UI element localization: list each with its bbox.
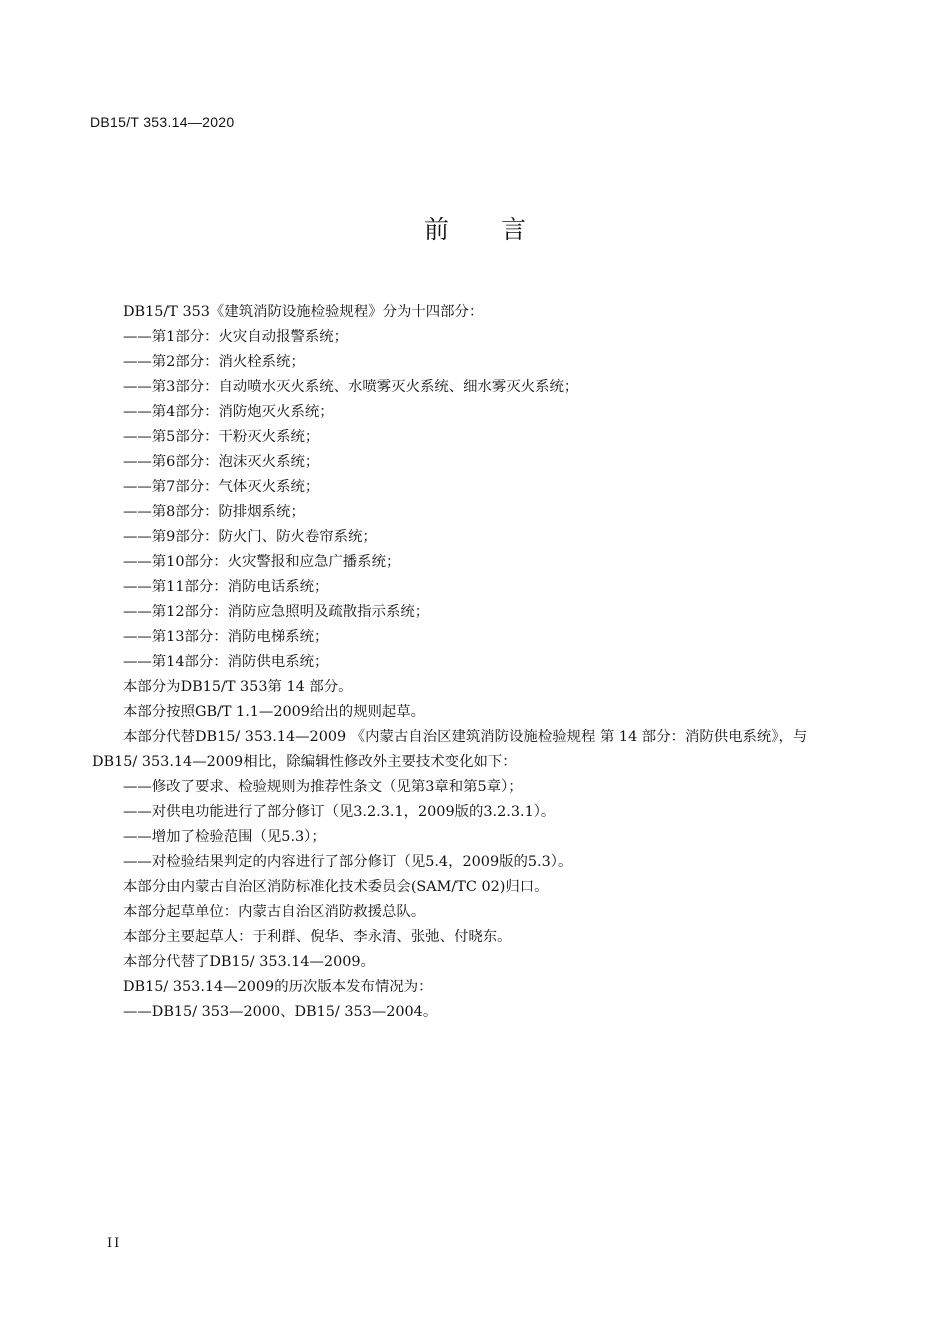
list-item-part-4: ——第4部分：消防炮灭火系统； [123, 404, 334, 420]
paragraph-intro: DB15/T 353《建筑消防设施检验规程》分为十四部分： [123, 304, 484, 320]
list-item-part-9: ——第9部分：防火门、防火卷帘系统； [123, 529, 377, 545]
list-item-part-5: ——第5部分：干粉灭火系统； [123, 429, 320, 445]
paragraph-supersedes: 本部分代替了DB15/ 353.14—2009。 [123, 954, 375, 970]
list-item-part-6: ——第6部分：泡沫灭火系统； [123, 454, 320, 470]
list-item-part-7: ——第7部分：气体灭火系统； [123, 479, 320, 495]
paragraph-part-statement: 本部分为DB15/T 353第 14 部分。 [123, 679, 353, 695]
list-item-part-8: ——第8部分：防排烟系统； [123, 504, 305, 520]
list-item-change-1: ——修改了要求、检验规则为推荐性条文（见第3章和第5章）； [123, 779, 523, 795]
foreword-body [92, 300, 844, 1025]
list-item-change-3: ——增加了检验范围（见5.3）； [123, 829, 326, 845]
list-item-change-4: ——对检验结果判定的内容进行了部分修订（见5.4，2009版的5.3）。 [123, 854, 573, 870]
list-item-history: ——DB15/ 353—2000、DB15/ 353—2004。 [123, 1004, 438, 1020]
list-item-change-2: ——对供电功能进行了部分修订（见3.2.3.1，2009版的3.2.3.1）。 [123, 804, 556, 820]
paragraph-drafting-rules: 本部分按照GB/T 1.1—2009给出的规则起草。 [123, 704, 426, 720]
paragraph-history-intro: DB15/ 353.14—2009的历次版本发布情况为： [123, 979, 433, 995]
paragraph-drafters: 本部分主要起草人：于利群、倪华、李永清、张弛、付晓东。 [123, 929, 512, 945]
page-number: II [107, 1236, 122, 1251]
list-item-part-14: ——第14部分：消防供电系统； [123, 654, 329, 670]
standard-code-header: DB15/T 353.14—2020 [90, 114, 235, 130]
list-item-part-11: ——第11部分：消防电话系统； [123, 579, 329, 595]
list-item-part-2: ——第2部分：消火栓系统； [123, 354, 305, 370]
list-item-part-10: ——第10部分：火灾警报和应急广播系统； [123, 554, 401, 570]
paragraph-replacement: 本部分代替DB15/ 353.14—2009 《内蒙古自治区建筑消防设施检验规程 第 14 部分：消防供电系统》，与DB15/ 353.14—2009相比，除编辑性修改外主要技术变化如下： [92, 729, 808, 770]
list-item-part-3: ——第3部分：自动喷水灭火系统、水喷雾灭火系统、细水雾灭火系统； [123, 379, 579, 395]
paragraph-committee: 本部分由内蒙古自治区消防标准化技术委员会(SAM/TC 02)归口。 [123, 879, 549, 895]
list-item-part-1: ——第1部分：火灾自动报警系统； [123, 329, 349, 345]
list-item-part-12: ——第12部分：消防应急照明及疏散指示系统； [123, 604, 430, 620]
list-item-part-13: ——第13部分：消防电梯系统； [123, 629, 329, 645]
paragraph-drafting-unit: 本部分起草单位：内蒙古自治区消防救援总队。 [123, 904, 426, 920]
page-title: 前言 [423, 215, 578, 244]
